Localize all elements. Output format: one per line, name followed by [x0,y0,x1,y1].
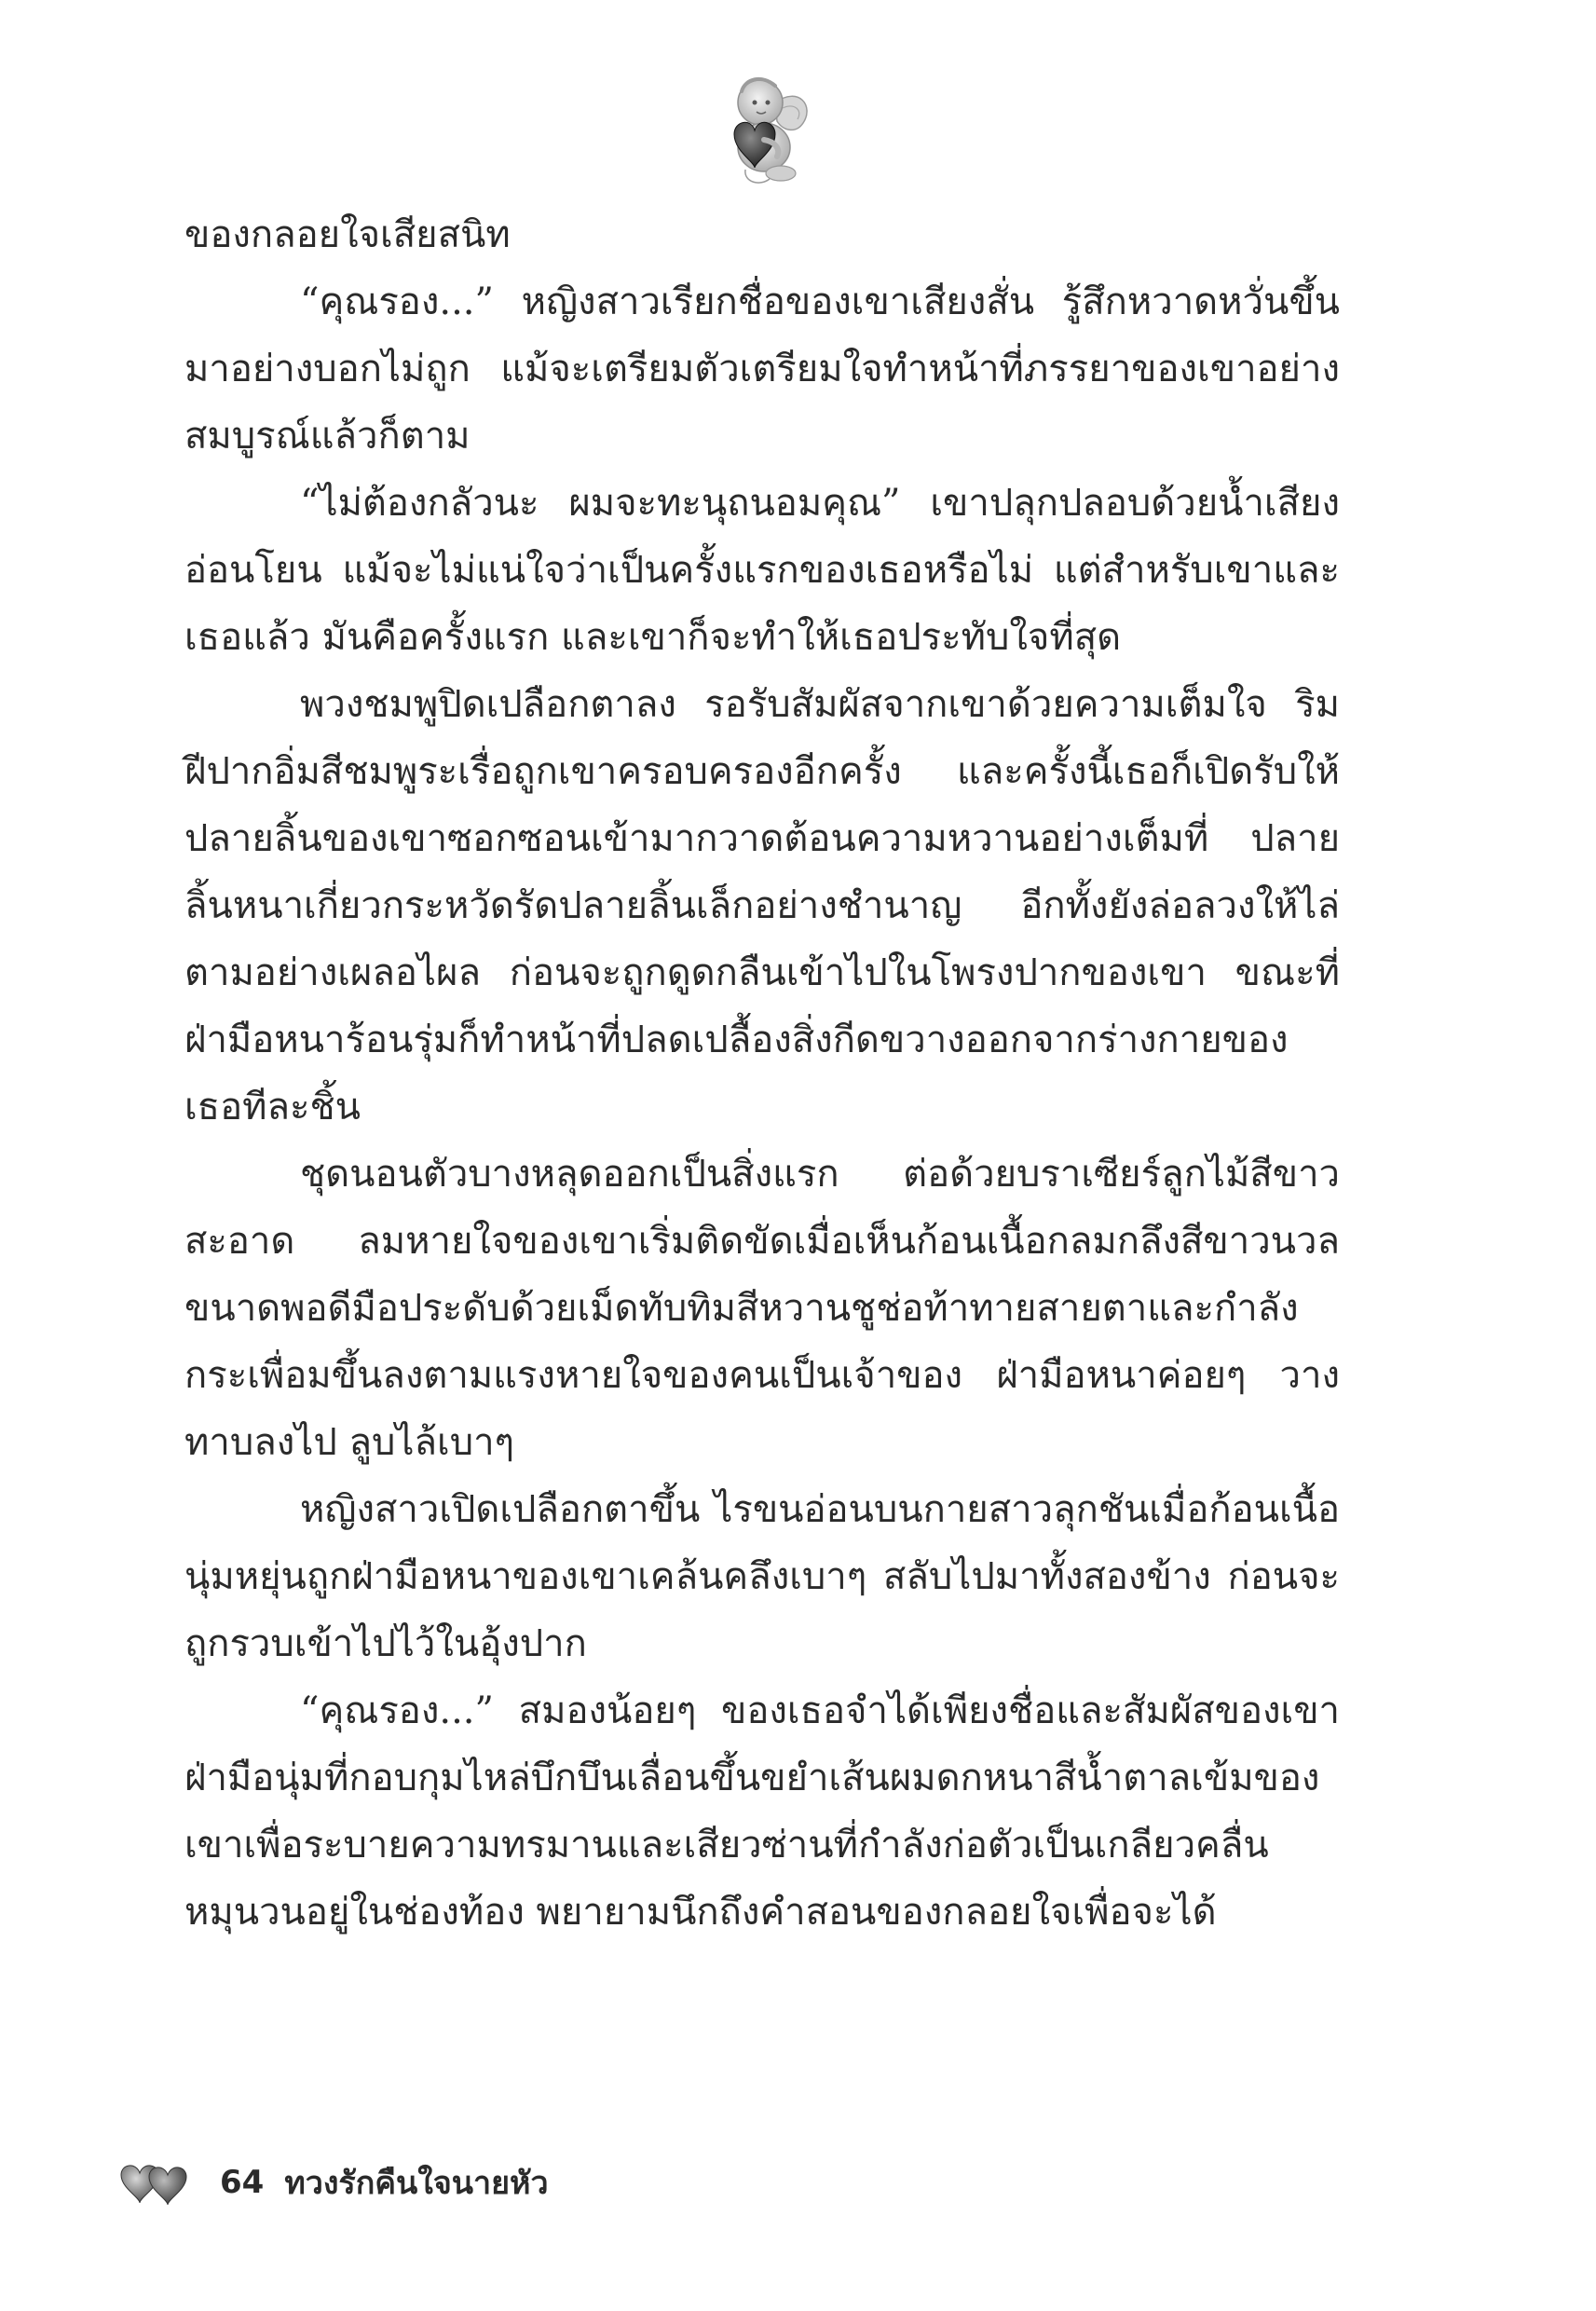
page-number: 64 [220,2164,265,2201]
paragraph: ชุดนอนตัวบางหลุดออกเป็นสิ่งแรก ต่อด้วยบราเซียร์ลูกไม้สีขาวสะอาด ลมหายใจของเขาเริ่มติดขัดเมื่อเห็นก้อนเนื้อกลมกลึงสีขาวนวล ขนาดพอดีมือประดับด้วยเม็ดทับทิมสีหวานชูช่อท้าทายสายตาและกำลังกระเพื่อมขึ้นลงตามแรงหายใจของคนเป็นเจ้าของ ฝ่ามือหนาค่อยๆ วางทาบลงไป ลูบไล้เบาๆ [184,1153,1340,1464]
page-footer [117,2154,549,2210]
text-body [184,201,1340,1946]
paragraph: “คุณรอง...” สมองน้อยๆ ของเธอจำได้เพียงชื่อและสัมผัสของเขา ฝ่ามือนุ่มที่กอบกุมไหล่บึกบึนเลื่อนขึ้นขยำเส้นผมดกหนาสีน้ำตาลเข้มของเขาเพื่อระบายความทรมานและเสียวซ่านที่กำลังก่อตัวเป็นเกลียวคลื่นหมุนวนอยู่ในช่องท้อง พยายามนึกถึงคำสอนของกลอยใจเพื่อจะได้ [184,1689,1340,1934]
paragraph: พวงชมพูปิดเปลือกตาลง รอรับสัมผัสจากเขาด้วยความเต็มใจ ริมฝีปากอิ่มสีชมพูระเรื่อถูกเขาครอบครองอีกครั้ง และครั้งนี้เธอก็เปิดรับให้ปลายลิ้นของเขาซอกซอนเข้ามากวาดต้อนความหวานอย่างเต็มที่ ปลายลิ้นหนาเกี่ยวกระหวัดรัดปลายลิ้นเล็กอย่างชำนาญ อีกทั้งยังล่อลวงให้ไล่ตามอย่างเผลอไผล ก่อนจะถูกดูดกลืนเข้าไปในโพรงปากของเขา ขณะที่ฝ่ามือหนาร้อนรุ่มก็ทำหน้าที่ปลดเปลื้องสิ่งกีดขวางออกจากร่างกายของเธอทีละชิ้น [184,683,1340,1128]
cherub-holding-heart-icon [689,65,820,196]
book-title: ทวงรักคืนใจนายหัว [284,2165,549,2202]
double-heart-icon [117,2156,192,2208]
paragraph: ของกลอยใจเสียสนิท [184,213,511,256]
paragraph: “คุณรอง...” หญิงสาวเรียกชื่อของเขาเสียงสั่น รู้สึกหวาดหวั่นขึ้นมาอย่างบอกไม่ถูก แม้จะเตรียมตัวเตรียมใจทำหน้าที่ภรรยาของเขาอย่างสมบูรณ์แล้วก็ตาม [184,280,1340,458]
paragraph: หญิงสาวเปิดเปลือกตาขึ้น ไรขนอ่อนบนกายสาวลุกชันเมื่อก้อนเนื้อนุ่มหยุ่นถูกฝ่ามือหนาของเขาเคล้นคลึงเบาๆ สลับไปมาทั้งสองข้าง ก่อนจะถูกรวบเข้าไปไว้ในอุ้งปาก [184,1488,1340,1665]
paragraph: “ไม่ต้องกลัวนะ ผมจะทะนุถนอมคุณ” เขาปลุกปลอบด้วยน้ำเสียงอ่อนโยน แม้จะไม่แน่ใจว่าเป็นครั้งแรกของเธอหรือไม่ แต่สำหรับเขาและเธอแล้ว มันคือครั้งแรก และเขาก็จะทำให้เธอประทับใจที่สุด [184,482,1340,659]
